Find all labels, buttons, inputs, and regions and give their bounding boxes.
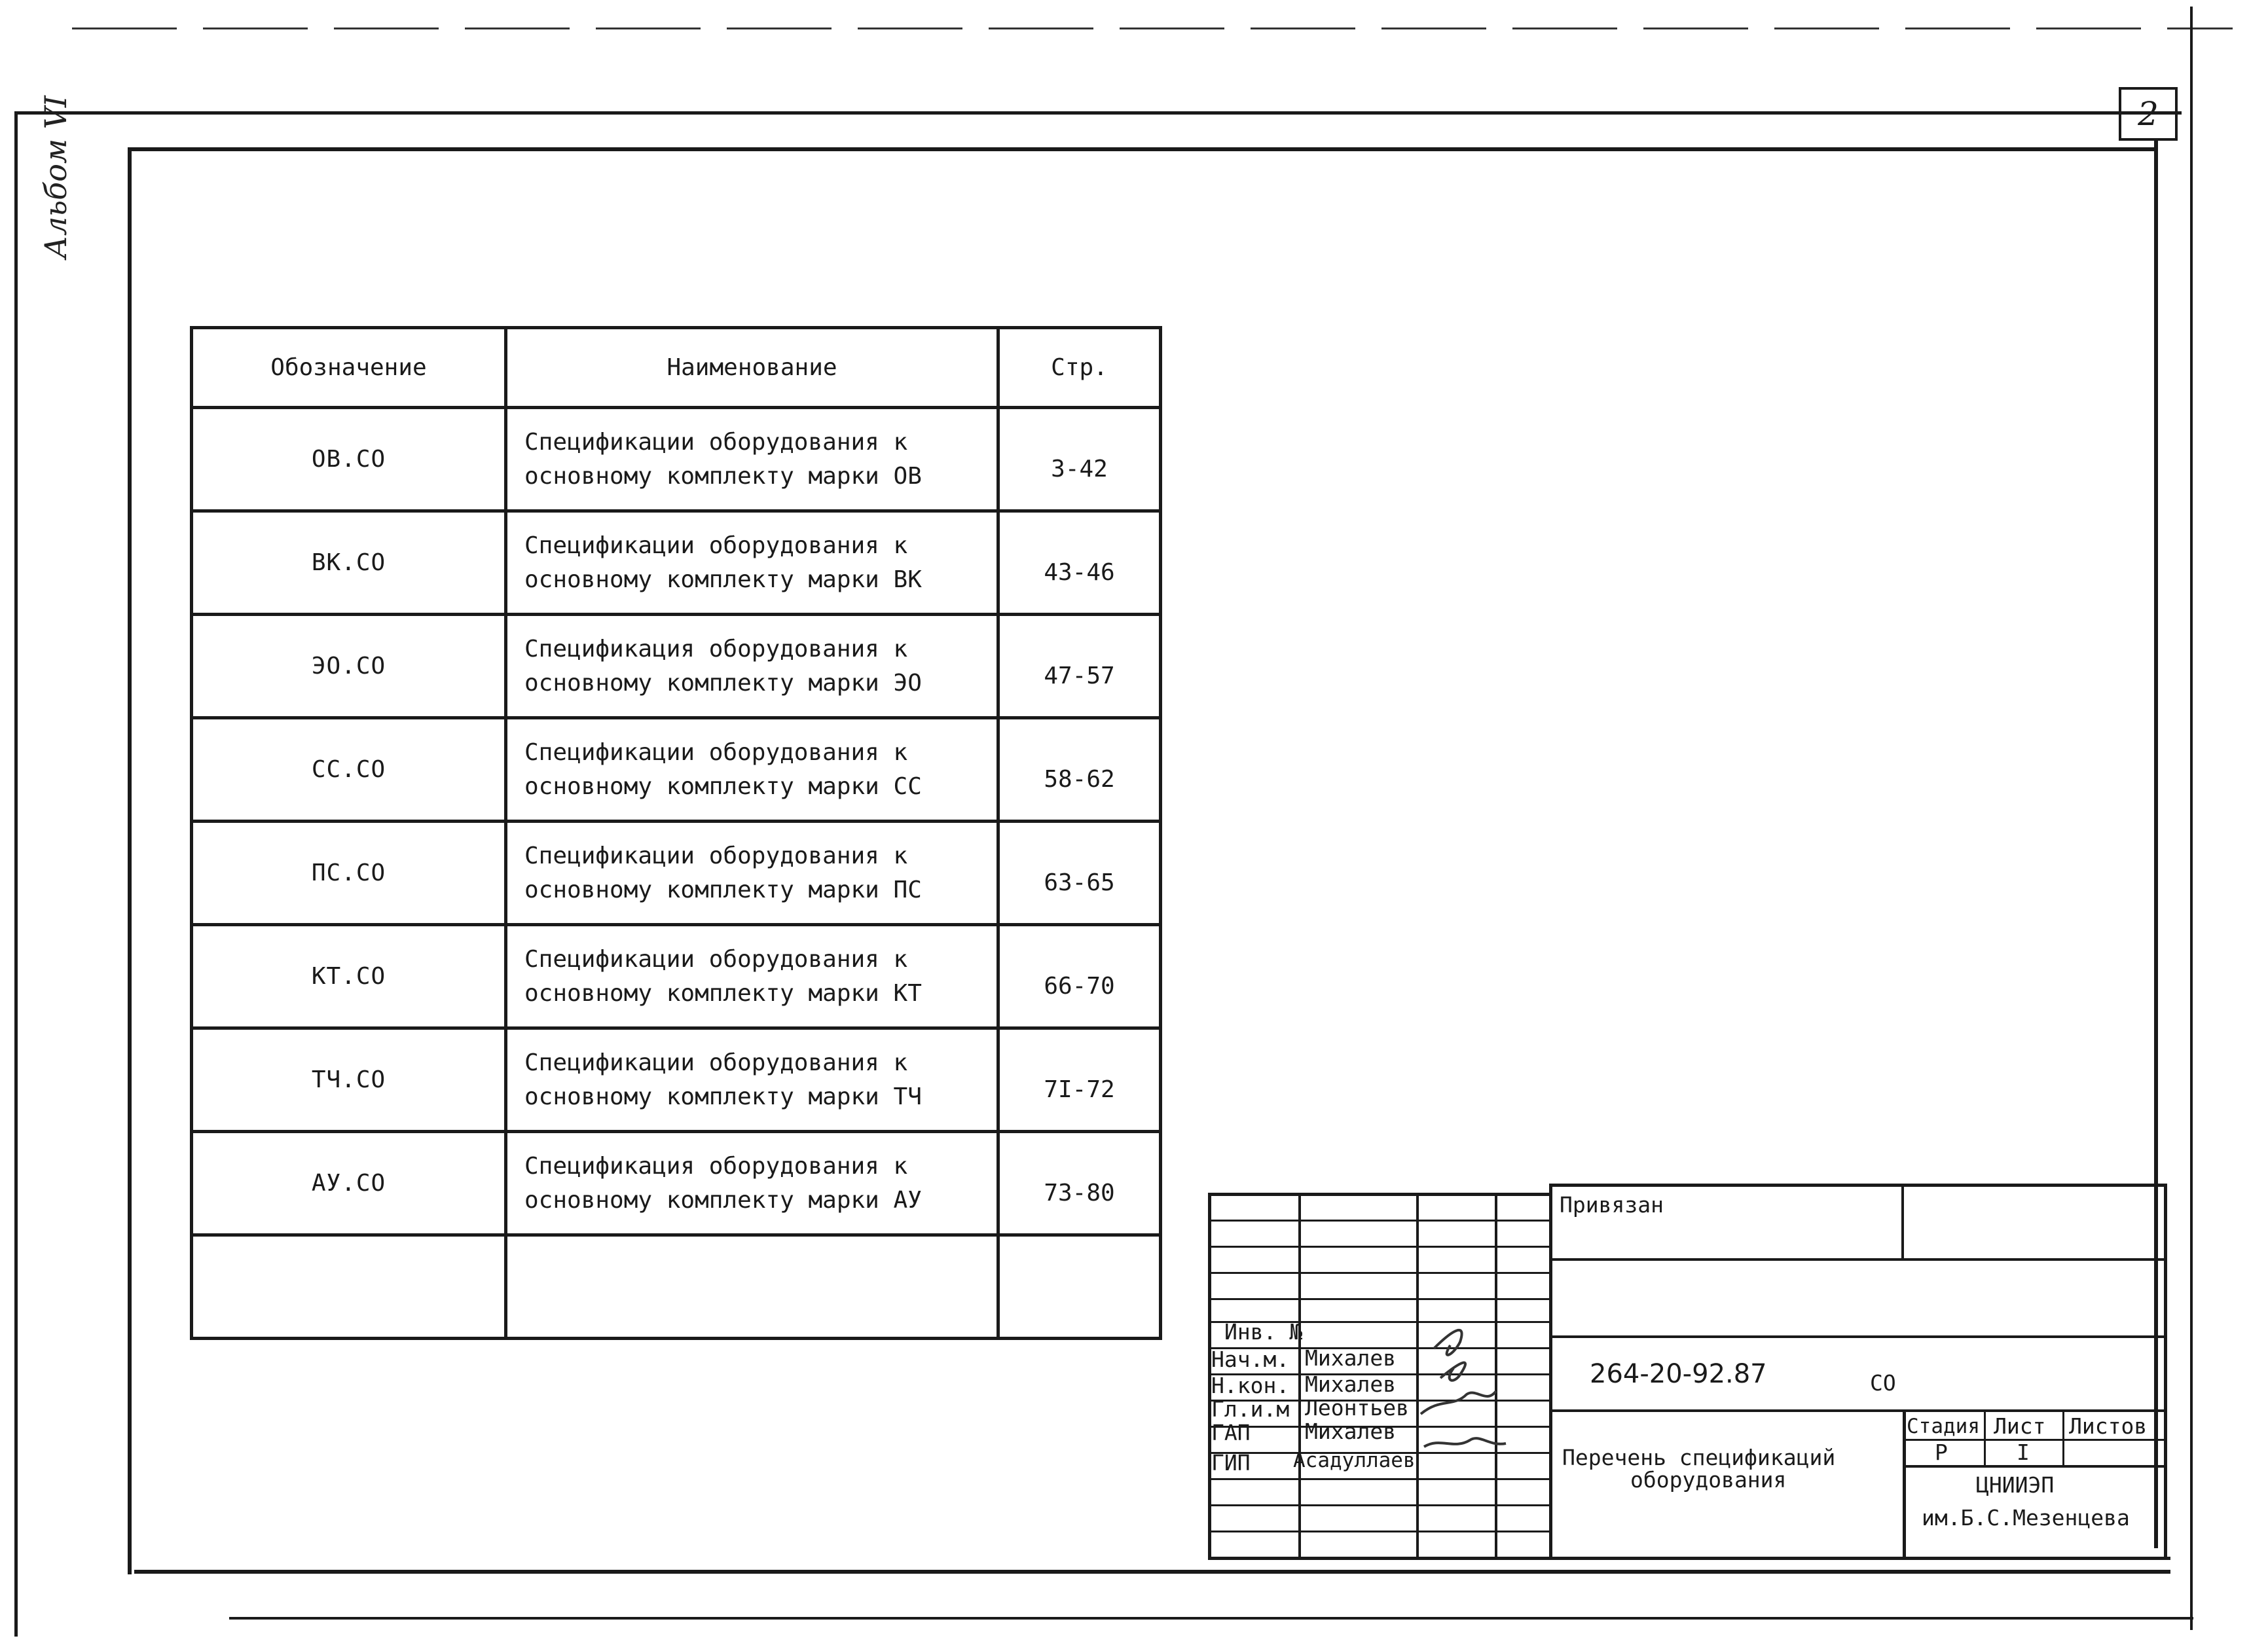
- frame-top: [128, 147, 2156, 151]
- empty-cell: [506, 1235, 998, 1339]
- row-pages: 63-65: [998, 822, 1161, 925]
- sheet-number-box: [2119, 87, 2178, 141]
- column-header-pages: Стр.: [998, 328, 1161, 408]
- table-row: [192, 1028, 1161, 1132]
- staff-name: Михалев: [1305, 1345, 1397, 1371]
- tb-row-line: [1208, 1298, 1550, 1300]
- staff-name: Асадуллаев: [1293, 1449, 1416, 1472]
- inventory-number-label: Инв. №: [1224, 1319, 1303, 1345]
- row-code: ПС.СО: [192, 822, 506, 925]
- row-name-line: Спецификации оборудования к: [524, 738, 908, 766]
- row-name-line: основному комплекту марки ТЧ: [524, 1083, 922, 1110]
- row-code: ОВ.СО: [192, 408, 506, 511]
- tb-privyazan-divider: [1901, 1184, 1904, 1261]
- tb-right-row: [1550, 1409, 2166, 1412]
- row-pages: 43-46: [998, 511, 1161, 615]
- document-code: 264-20-92.87: [1590, 1359, 1767, 1389]
- row-name-line: Спецификации оборудования к: [524, 945, 908, 973]
- row-pages: 58-62: [998, 718, 1161, 822]
- row-pages: 73-80: [998, 1132, 1161, 1235]
- tb-top-left: [1208, 1193, 1552, 1196]
- tb-right-row: [1550, 1258, 2166, 1261]
- table-row: [192, 1132, 1161, 1235]
- staff-role: Гл.и.м: [1211, 1396, 1290, 1422]
- row-name: [506, 1132, 998, 1235]
- column-header-designation: Обозначение: [192, 328, 506, 408]
- outer-bottom-edge: [229, 1617, 2193, 1620]
- tb-stage-row: [1904, 1465, 2166, 1468]
- sheet-number: 2: [2138, 95, 2159, 133]
- document-title-line-2: оборудования: [1630, 1467, 1787, 1493]
- row-name-line: основному комплекту марки ОВ: [524, 462, 922, 490]
- row-name-line: Спецификации оборудования к: [524, 1049, 908, 1076]
- tb-row-line: [1208, 1504, 1550, 1506]
- row-name-line: основному комплекту марки ПС: [524, 876, 922, 903]
- empty-cell: [192, 1235, 506, 1339]
- table-header-row: [192, 328, 1161, 408]
- row-name-line: основному комплекту марки ВК: [524, 566, 922, 593]
- staff-name: Леонтьев: [1305, 1395, 1409, 1421]
- row-pages: 3-42: [998, 408, 1161, 511]
- table-row: [192, 615, 1161, 718]
- frame-left: [128, 147, 132, 1574]
- column-header-name: Наименование: [506, 328, 998, 408]
- album-label: Альбом VI: [38, 95, 73, 259]
- stage-header: Стадия: [1907, 1415, 1980, 1438]
- row-name: [506, 718, 998, 822]
- row-name-line: Спецификация оборудования к: [524, 1152, 908, 1180]
- tb-stage-col: [2062, 1409, 2064, 1466]
- row-name: [506, 925, 998, 1028]
- tb-row-line: [1208, 1531, 1550, 1532]
- row-code: СС.СО: [192, 718, 506, 822]
- row-pages: 47-57: [998, 615, 1161, 718]
- sheet-value: I: [2017, 1440, 2030, 1465]
- row-name: [506, 408, 998, 511]
- tb-row-line: [1208, 1272, 1550, 1274]
- page-border-top: [14, 111, 2182, 115]
- table-row: [192, 822, 1161, 925]
- staff-name: Михалев: [1305, 1371, 1397, 1397]
- row-pages: 7I-72: [998, 1028, 1161, 1132]
- tb-top-right: [1550, 1184, 2166, 1187]
- document-title-line-1: Перечень спецификаций: [1562, 1445, 1836, 1470]
- row-name-line: основному комплекту марки СС: [524, 772, 922, 800]
- privyazan-label: Привязан: [1560, 1192, 1664, 1218]
- empty-cell: [998, 1235, 1161, 1339]
- table-row-empty: [192, 1235, 1161, 1339]
- row-name-line: Спецификация оборудования к: [524, 635, 908, 662]
- row-code: ТЧ.СО: [192, 1028, 506, 1132]
- tb-bottom: [1208, 1557, 2170, 1560]
- row-code: КТ.СО: [192, 925, 506, 1028]
- row-name-line: основному комплекту марки ЭО: [524, 669, 922, 697]
- row-code: ЭО.СО: [192, 615, 506, 718]
- tb-stage-col: [1903, 1409, 1906, 1557]
- organization-line-2: им.Б.С.Мезенцева: [1922, 1505, 2130, 1531]
- organization-line-1: ЦНИИЭП: [1976, 1472, 2055, 1498]
- staff-role: Нач.м.: [1211, 1347, 1290, 1372]
- row-name: [506, 511, 998, 615]
- top-edge-dashed-line: [72, 27, 2233, 29]
- tb-col-4: [1549, 1184, 1552, 1557]
- staff-role: ГИП: [1211, 1450, 1251, 1476]
- stage-value: Р: [1935, 1440, 1948, 1465]
- staff-role: ГАП: [1211, 1420, 1251, 1445]
- document-code-suffix: СО: [1870, 1370, 1896, 1396]
- page-border-left: [14, 111, 18, 1637]
- row-name-line: Спецификации оборудования к: [524, 428, 908, 456]
- signature-marks: [1414, 1316, 1512, 1479]
- row-name-line: основному комплекту марки КТ: [524, 979, 922, 1007]
- row-name-line: Спецификации оборудования к: [524, 532, 908, 559]
- row-code: ВК.СО: [192, 511, 506, 615]
- specification-table: [190, 326, 1162, 1340]
- table-row: [192, 718, 1161, 822]
- tb-row-line: [1208, 1246, 1550, 1248]
- row-name-line: Спецификации оборудования к: [524, 842, 908, 869]
- tb-stage-col: [1984, 1409, 1986, 1466]
- sheets-header: Листов: [2069, 1413, 2148, 1439]
- table-row: [192, 925, 1161, 1028]
- outer-right-edge: [2190, 7, 2193, 1630]
- row-code: АУ.СО: [192, 1132, 506, 1235]
- staff-role: Н.кон.: [1211, 1373, 1290, 1398]
- row-name: [506, 822, 998, 925]
- tb-row-line: [1208, 1220, 1550, 1222]
- frame-bottom: [134, 1570, 2170, 1574]
- row-name: [506, 615, 998, 718]
- staff-name: Михалев: [1305, 1419, 1397, 1444]
- table-row: [192, 511, 1161, 615]
- row-name: [506, 1028, 998, 1132]
- tb-right: [2164, 1184, 2167, 1560]
- tb-right-row: [1550, 1335, 2166, 1338]
- sheet-header: Лист: [1994, 1413, 2046, 1439]
- table-row: [192, 408, 1161, 511]
- row-pages: 66-70: [998, 925, 1161, 1028]
- row-name-line: основному комплекту марки АУ: [524, 1186, 922, 1214]
